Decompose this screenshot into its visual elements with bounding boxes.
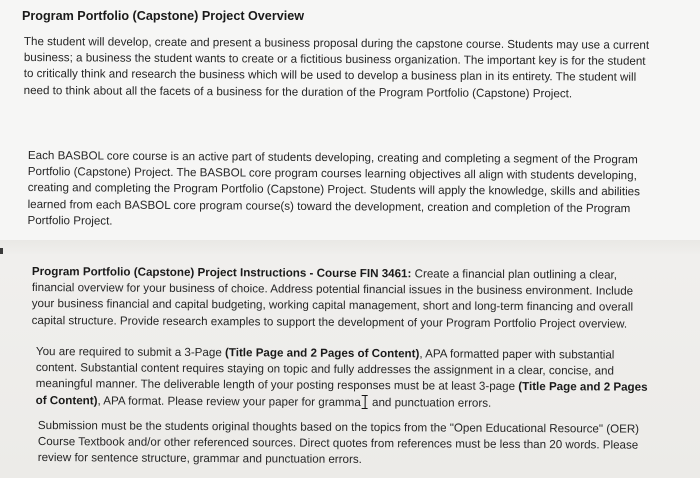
instructions-paragraph xyxy=(32,264,652,333)
overview-paragraph: The student will develop, create and present a business proposal during the capstone course. Students may use a current business; a business the student wants to create or a fictitious business organization. The important key is for the student to critically think and research the business which will be used to develop a business plan in its entirety. The student will need to think about all the facets of a business for the duration of the Program Portfolio (Capstone) Project. xyxy=(23,34,650,100)
page-title: Program Portfolio (Capstone) Project Overview xyxy=(22,9,305,23)
requirements-text-3: , APA format. Please review your paper for gramma xyxy=(97,393,361,409)
requirements-bold-2: (Title Page and 2 Pages of Content) xyxy=(35,380,648,407)
requirements-bold-1: (Title Page and 2 Pages of Content) xyxy=(224,346,420,361)
section-divider xyxy=(0,240,700,254)
requirements-text-1: You are required to submit a 3-Page xyxy=(35,344,226,360)
requirements-paragraph xyxy=(36,344,651,413)
basbol-paragraph: Each BASBOL core course is an active part of students developing, creating and completing a segment of the Program Portfolio (Capstone) Project. The BASBOL core program courses learning objectives all align with students developing, creating and completing the Program Portfolio (Capstone) Project. Students will apply the knowledge, skills and abilities learned from each BASBOL core program course(s) toward the development, creation and completion of the Program Portfolio Project. xyxy=(27,148,640,228)
edge-mark xyxy=(0,248,3,254)
submission-paragraph: Submission must be the students original thoughts based on the topics from the "Open Educational Resource" (OER) Course Textbook and/or other referenced sources. Direct quotes from references must be less than 20 words. Please review for sentence structure, grammar and punctuation errors. xyxy=(37,418,640,467)
text-cursor-icon xyxy=(362,395,368,409)
instructions-heading: Program Portfolio (Capstone) Project Instructions - Course FIN 3461: xyxy=(31,264,412,281)
requirements-text-4: and punctuation errors. xyxy=(368,395,492,410)
instructions-body: Create a financial plan outlining a clear, financial overview for your business of choice. Address potential financial issues in the business environment. Include your business financial and capital budgeting, working capital management, short and long-term financing and overall capital structure. Provide research examples to support the development of your Program Portfolio Project overview. xyxy=(31,267,634,331)
requirements-text-2: , APA formatted paper with substantial content. Substantial content requires staying on topic and fully addresses the assignment in a clear, concise, and meaningful manner. The deliverable length of your posting responses must be at least 3-page xyxy=(35,347,615,394)
